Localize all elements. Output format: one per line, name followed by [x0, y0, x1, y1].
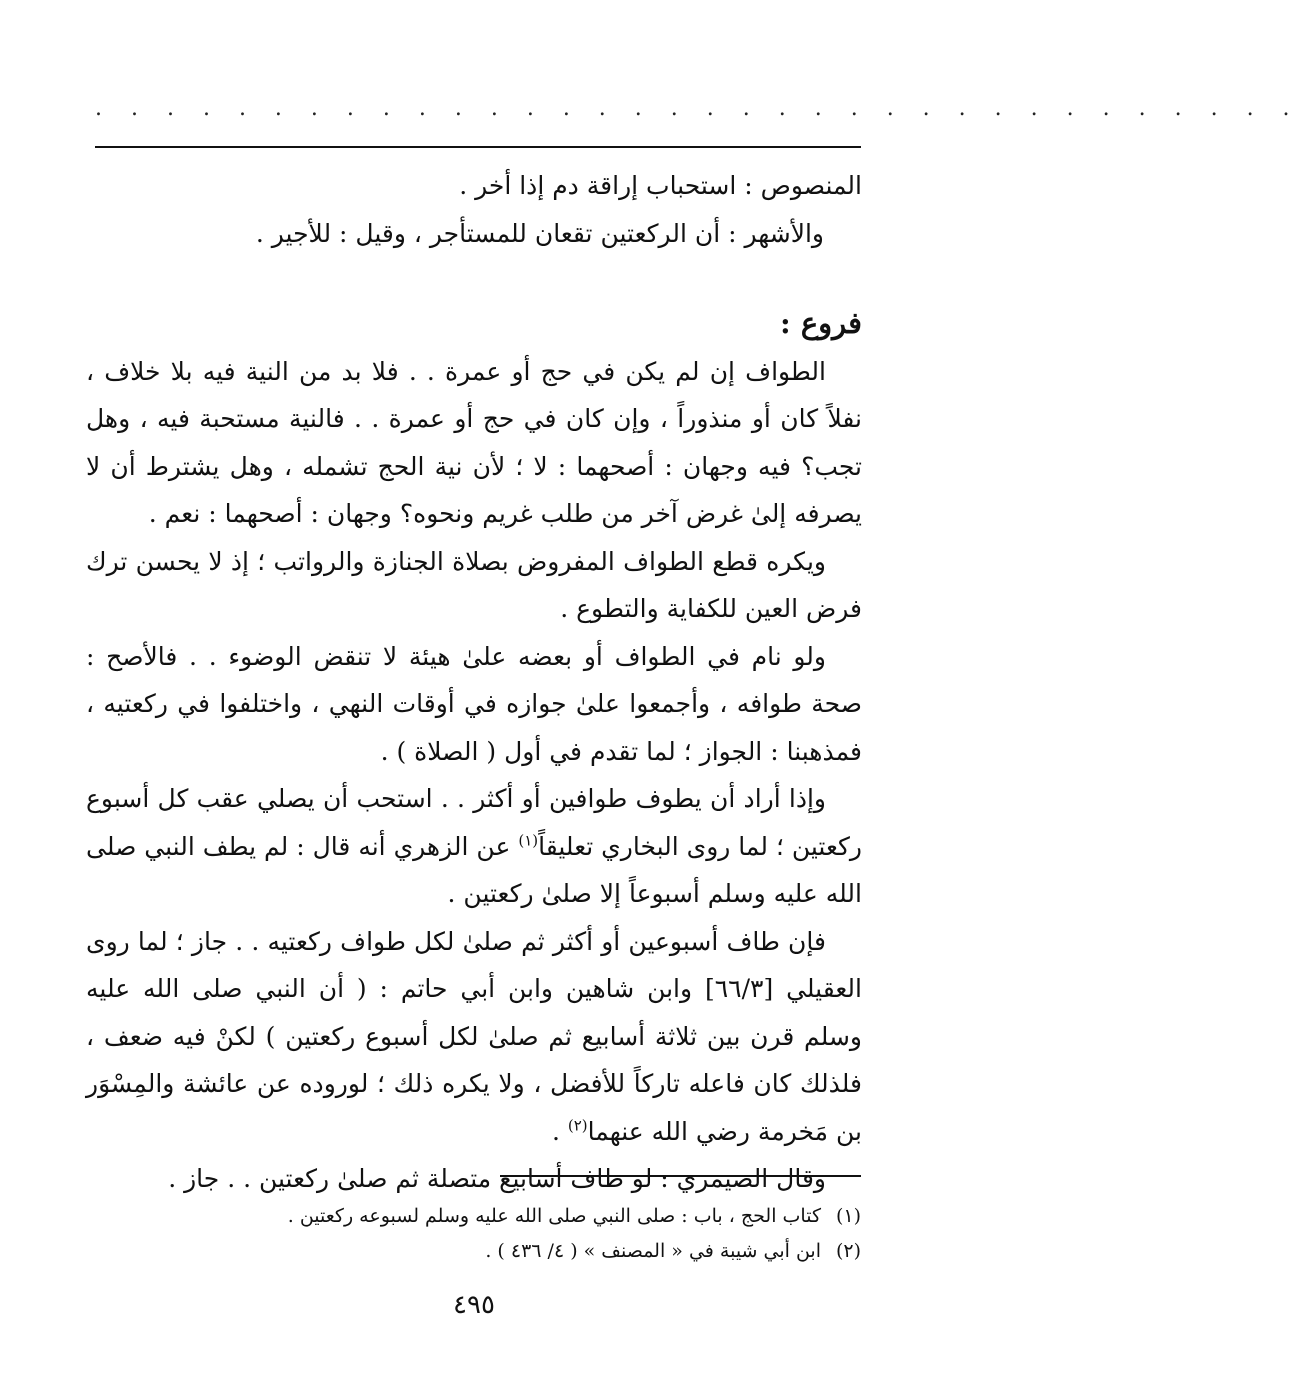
header-dotted-line: . . . . . . . . . . . . . . . . . . . . . . . . . . . . . . . . . . [95, 96, 1301, 121]
text-line-1: المنصوص : استحباب إراقة دم إذا أخر . [459, 171, 862, 200]
footnote-1 [150, 1199, 861, 1234]
paragraph-3: ولو نام في الطواف أو بعضه علىٰ هيئة لا تنقض الوضوء . . فالأصح : صحة طوافه ، وأجمعوا علىٰ جوازه في أوقات النهي ، واختلفوا في ركعتيه ، فمذهبنا : الجواز ؛ لما تقدم في أول ( الصلاة ) . [86, 641, 862, 766]
paragraph-5 [86, 918, 862, 1156]
text-line-2: والأشهر : أن الركعتين تقعان للمستأجر ، وقيل : للأجير . [255, 218, 824, 248]
footnote-text: كتاب الحج ، باب : صلى النبي صلى الله عليه وسلم لسبوعه ركعتين . [287, 1205, 821, 1227]
footnote-ref-2[interactable]: (٢) [567, 1116, 588, 1135]
footnote-ref-1[interactable]: (١) [518, 831, 539, 850]
footnote-2 [150, 1234, 861, 1269]
paragraph-2: ويكره قطع الطواف المفروض بصلاة الجنازة والرواتب ؛ إذ لا يحسن ترك فرض العين للكفاية والتطوع . [86, 546, 862, 623]
footnotes [150, 1199, 861, 1269]
header-rule [95, 146, 861, 148]
paragraph-5-part-1: فإن طاف أسبوعين أو أكثر ثم صلىٰ لكل طواف ركعتيه . . جاز ؛ لما روى العقيلي [٦٦/٣] وابن شاهين وابن أبي حاتم : ( أن النبي صلى الله عليه وسلم قرن بين ثلاثة أسابيع ثم صلىٰ لكل أسبوع ركعتين ) لكنْ فيه ضعف ، فلذلك كان فاعله تاركاً للأفضل ، ولا يكره ذلك ؛ لوروده عن عائشة والمِسْوَر بن مَخرمة رضي الله عنهما [86, 926, 862, 1146]
page-number: ٤٩٥ [453, 1290, 495, 1320]
section-heading: فروع : [780, 306, 862, 340]
paragraph-6: وقال الصيمري : لو طاف أسابيع متصلة ثم صلىٰ ركعتين . . جاز . [168, 1164, 826, 1193]
main-text [86, 162, 862, 1203]
footnote-number: (٢) [835, 1240, 861, 1262]
footnote-number: (١) [835, 1205, 861, 1227]
paragraph-4-part-1: وإذا أراد أن يطوف طوافين أو أكثر . . استحب أن يصلي عقب كل أسبوع ركعتين ؛ لما روى البخاري تعليقاً [86, 784, 863, 861]
paragraph-4-part-2: عن الزهري أنه قال : لم يطف النبي صلى الله عليه وسلم أسبوعاً إلا صلىٰ ركعتين . [86, 831, 862, 908]
footnote-rule [500, 1175, 861, 1177]
footnote-text: ابن أبي شيبة في « المصنف » ( ٤/ ٤٣٦ ) . [485, 1240, 821, 1262]
paragraph-1: الطواف إن لم يكن في حج أو عمرة . . فلا بد من النية فيه بلا خلاف ، نفلاً كان أو منذوراً ، وإن كان في حج أو عمرة . . فالنية مستحبة فيه ، وهل تجب؟ فيه وجهان : أصحهما : لا ؛ لأن نية الحج تشمله ، وهل يشترط أن لا يصرفه إلىٰ غرض آخر من طلب غريم ونحوه؟ وجهان : أصحهما : نعم . [86, 356, 862, 528]
paragraph-4 [86, 775, 862, 918]
paragraph-5-part-2: . [551, 1116, 568, 1146]
